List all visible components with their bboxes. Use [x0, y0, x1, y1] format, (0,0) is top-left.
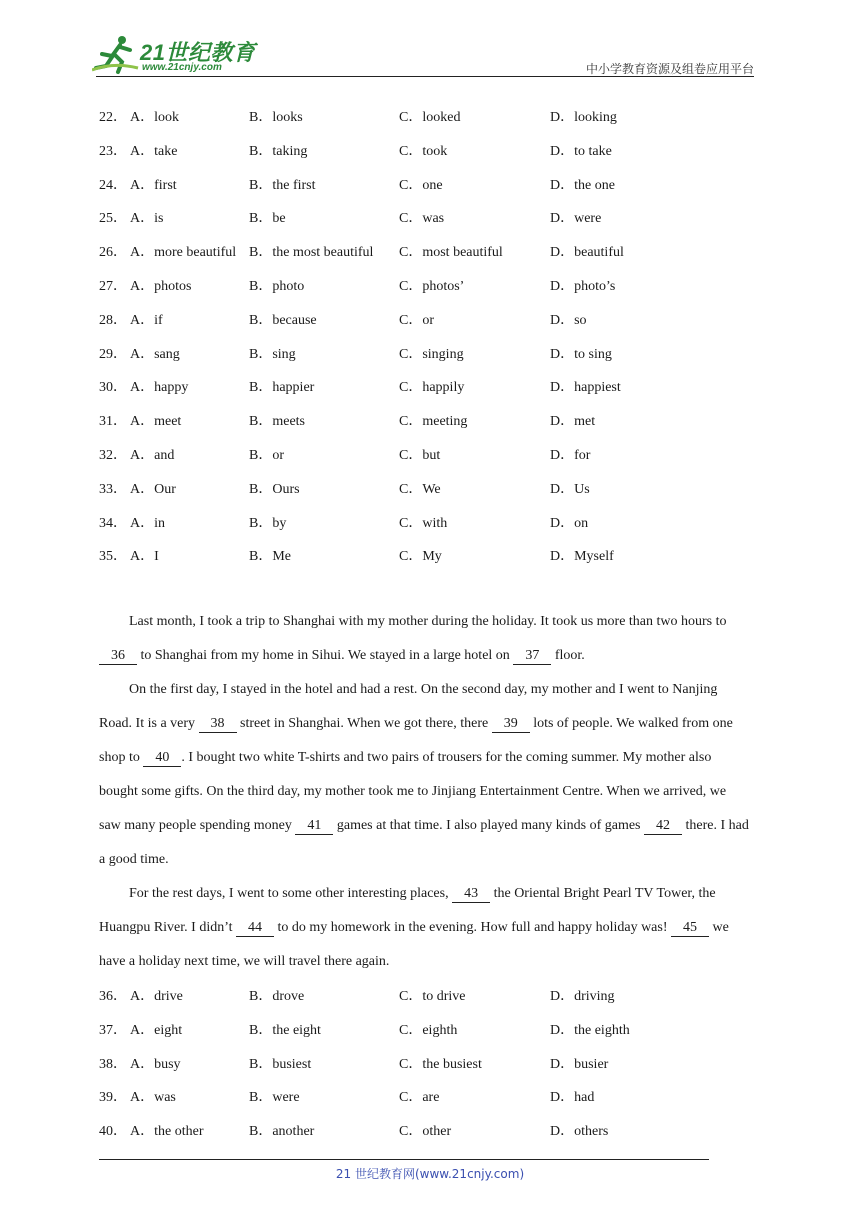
option-c: C．the busiest	[399, 1056, 482, 1072]
option-c: C．was	[399, 211, 445, 227]
option-d: D．busier	[550, 1056, 609, 1072]
blank-number: 42	[644, 818, 682, 835]
option-a: A．the other	[130, 1124, 204, 1140]
passage-text: there. I had a good time.	[99, 818, 749, 867]
option-b: B．the eight	[249, 1022, 321, 1038]
option-d: D．others	[550, 1124, 609, 1140]
question-number: 22．	[99, 110, 127, 125]
logo-url: www.21cnjy.com	[142, 62, 222, 73]
option-c: C．photos’	[399, 279, 465, 294]
option-d: D．the eighth	[550, 1022, 630, 1038]
option-d: D．met	[550, 414, 596, 430]
site-logo	[92, 34, 262, 76]
option-c: C．other	[399, 1124, 452, 1140]
option-d: D．so	[550, 312, 587, 328]
option-a: A．is	[130, 211, 164, 227]
option-b: B．photo	[249, 279, 305, 294]
runner-logo-icon	[92, 34, 140, 76]
option-c: C．singing	[399, 346, 464, 362]
question-number: 39．	[99, 1090, 127, 1106]
passage-text: floor.	[551, 648, 585, 663]
question-number: 37．	[99, 1022, 127, 1038]
question-number: 33．	[99, 481, 127, 497]
option-d: D．for	[550, 448, 591, 463]
option-c: C．took	[399, 143, 448, 159]
option-a: A．look	[130, 110, 179, 125]
logo-text: 21世纪教育	[140, 40, 256, 65]
option-a: A．happy	[130, 380, 189, 396]
option-a: A．if	[130, 312, 163, 328]
question-number: 24．	[99, 177, 127, 193]
passage-text: we have a holiday next time, we will travel there again.	[99, 920, 729, 969]
footer-divider	[99, 1159, 709, 1160]
option-c: C．happily	[399, 380, 465, 396]
blank-number: 44	[236, 920, 274, 937]
option-d: D．Myself	[550, 549, 614, 565]
passage-text: . I bought two white T-shirts and two pairs of trousers for the coming summer. My mother also bought some gifts. On the third day, my mother took me to Jinjiang Entertainment Centre. When we arrived, we saw many people spending money	[99, 750, 727, 833]
page-header	[92, 30, 756, 78]
option-b: B．drove	[249, 989, 305, 1004]
option-c: C．looked	[399, 110, 461, 125]
option-d: D．driving	[550, 989, 615, 1004]
option-a: A．and	[130, 448, 175, 463]
option-b: B．sing	[249, 346, 296, 362]
option-c: C．with	[399, 515, 448, 531]
question-number: 29．	[99, 346, 127, 362]
option-c: C．one	[399, 177, 443, 193]
option-d: D．to take	[550, 143, 612, 159]
option-d: D．to sing	[550, 346, 612, 362]
question-number: 23．	[99, 143, 127, 159]
header-divider	[96, 76, 754, 77]
option-c: C．eighth	[399, 1022, 458, 1038]
option-b: B．were	[249, 1090, 300, 1106]
passage-text: On the first day, I stayed in the hotel and had a rest. On the second day, my mother and I went to Nanjing Road. It is a very	[99, 682, 718, 731]
passage-text: For the rest days, I went to some other interesting places,	[129, 886, 453, 901]
option-a: A．sang	[130, 346, 180, 362]
option-d: D．Us	[550, 481, 590, 497]
option-a: A．Our	[130, 481, 176, 497]
option-b: B．or	[249, 448, 284, 463]
blank-number: 38	[199, 716, 237, 733]
blank-number: 36	[99, 648, 137, 665]
option-c: C．to drive	[399, 989, 466, 1004]
blank-number: 40	[143, 750, 181, 767]
option-d: D．the one	[550, 177, 615, 193]
reading-passage	[99, 605, 751, 979]
option-a: A．meet	[130, 414, 182, 430]
option-c: C．We	[399, 481, 441, 497]
question-number: 35．	[99, 549, 127, 565]
passage-paragraph-3	[99, 877, 751, 979]
question-number: 32．	[99, 448, 127, 463]
option-c: C．meeting	[399, 414, 468, 430]
blank-number: 43	[452, 886, 490, 903]
blank-number: 39	[492, 716, 530, 733]
question-number: 26．	[99, 245, 127, 261]
option-a: A．drive	[130, 989, 183, 1004]
option-b: B．busiest	[249, 1056, 312, 1072]
option-b: B．another	[249, 1124, 315, 1140]
option-d: D．were	[550, 211, 602, 227]
passage-text: the Oriental Bright Pearl TV Tower, the Huangpu River. I didn’t	[99, 886, 716, 935]
option-c: C．but	[399, 448, 441, 463]
question-number: 31．	[99, 414, 127, 430]
option-c: C．most beautiful	[399, 245, 503, 261]
blank-number: 45	[671, 920, 709, 937]
passage-paragraph-1	[99, 605, 751, 673]
option-b: B．because	[249, 312, 317, 328]
question-number: 28．	[99, 312, 127, 328]
option-a: A．busy	[130, 1056, 181, 1072]
question-number: 38．	[99, 1056, 127, 1072]
passage-text: games at that time. I also played many kinds of games	[333, 818, 645, 833]
question-number: 40．	[99, 1124, 127, 1140]
question-number: 34．	[99, 515, 127, 531]
option-c: C．or	[399, 312, 434, 328]
blank-number: 41	[295, 818, 333, 835]
option-a: A．I	[130, 549, 159, 565]
option-b: B．taking	[249, 143, 308, 159]
option-a: A．was	[130, 1090, 176, 1106]
option-a: A．photos	[130, 279, 192, 294]
question-number: 30．	[99, 380, 127, 396]
option-a: A．first	[130, 177, 177, 193]
question-number: 25．	[99, 211, 127, 227]
blank-number: 37	[513, 648, 551, 665]
option-a: A．in	[130, 515, 165, 531]
option-a: A．more beautiful	[130, 245, 237, 261]
page-footer: 21 世纪教育网(www.21cnjy.com)	[335, 1167, 525, 1181]
option-d: D．happiest	[550, 380, 621, 396]
option-b: B．looks	[249, 110, 303, 125]
option-d: D．photo’s	[550, 279, 616, 294]
option-d: D．had	[550, 1090, 595, 1106]
option-c: C．are	[399, 1090, 440, 1106]
option-b: B．happier	[249, 380, 315, 396]
option-b: B．by	[249, 515, 287, 531]
question-number: 36．	[99, 989, 127, 1004]
option-b: B．the first	[249, 177, 316, 193]
option-b: B．meets	[249, 414, 305, 430]
option-d: D．looking	[550, 110, 617, 125]
option-a: A．eight	[130, 1022, 183, 1038]
option-d: D．on	[550, 515, 589, 531]
passage-text: street in Shanghai. When we got there, there	[236, 716, 492, 731]
option-b: B．Me	[249, 549, 291, 565]
option-d: D．beautiful	[550, 245, 624, 261]
question-number: 27．	[99, 279, 127, 294]
passage-text: Last month, I took a trip to Shanghai with my mother during the holiday. It took us more than two hours to	[129, 614, 727, 629]
option-b: B．be	[249, 211, 286, 227]
option-a: A．take	[130, 143, 178, 159]
passage-paragraph-2	[99, 673, 751, 877]
header-platform-title: 中小学教育资源及组卷应用平台	[585, 62, 754, 76]
option-b: B．the most beautiful	[249, 245, 374, 261]
passage-text: lots of people. We walked from one shop to	[99, 716, 733, 765]
passage-text: to do my homework in the evening. How full and happy holiday was!	[274, 920, 671, 935]
option-c: C．My	[399, 549, 442, 565]
passage-text: to Shanghai from my home in Sihui. We stayed in a large hotel on	[137, 648, 514, 663]
option-b: B．Ours	[249, 481, 300, 497]
